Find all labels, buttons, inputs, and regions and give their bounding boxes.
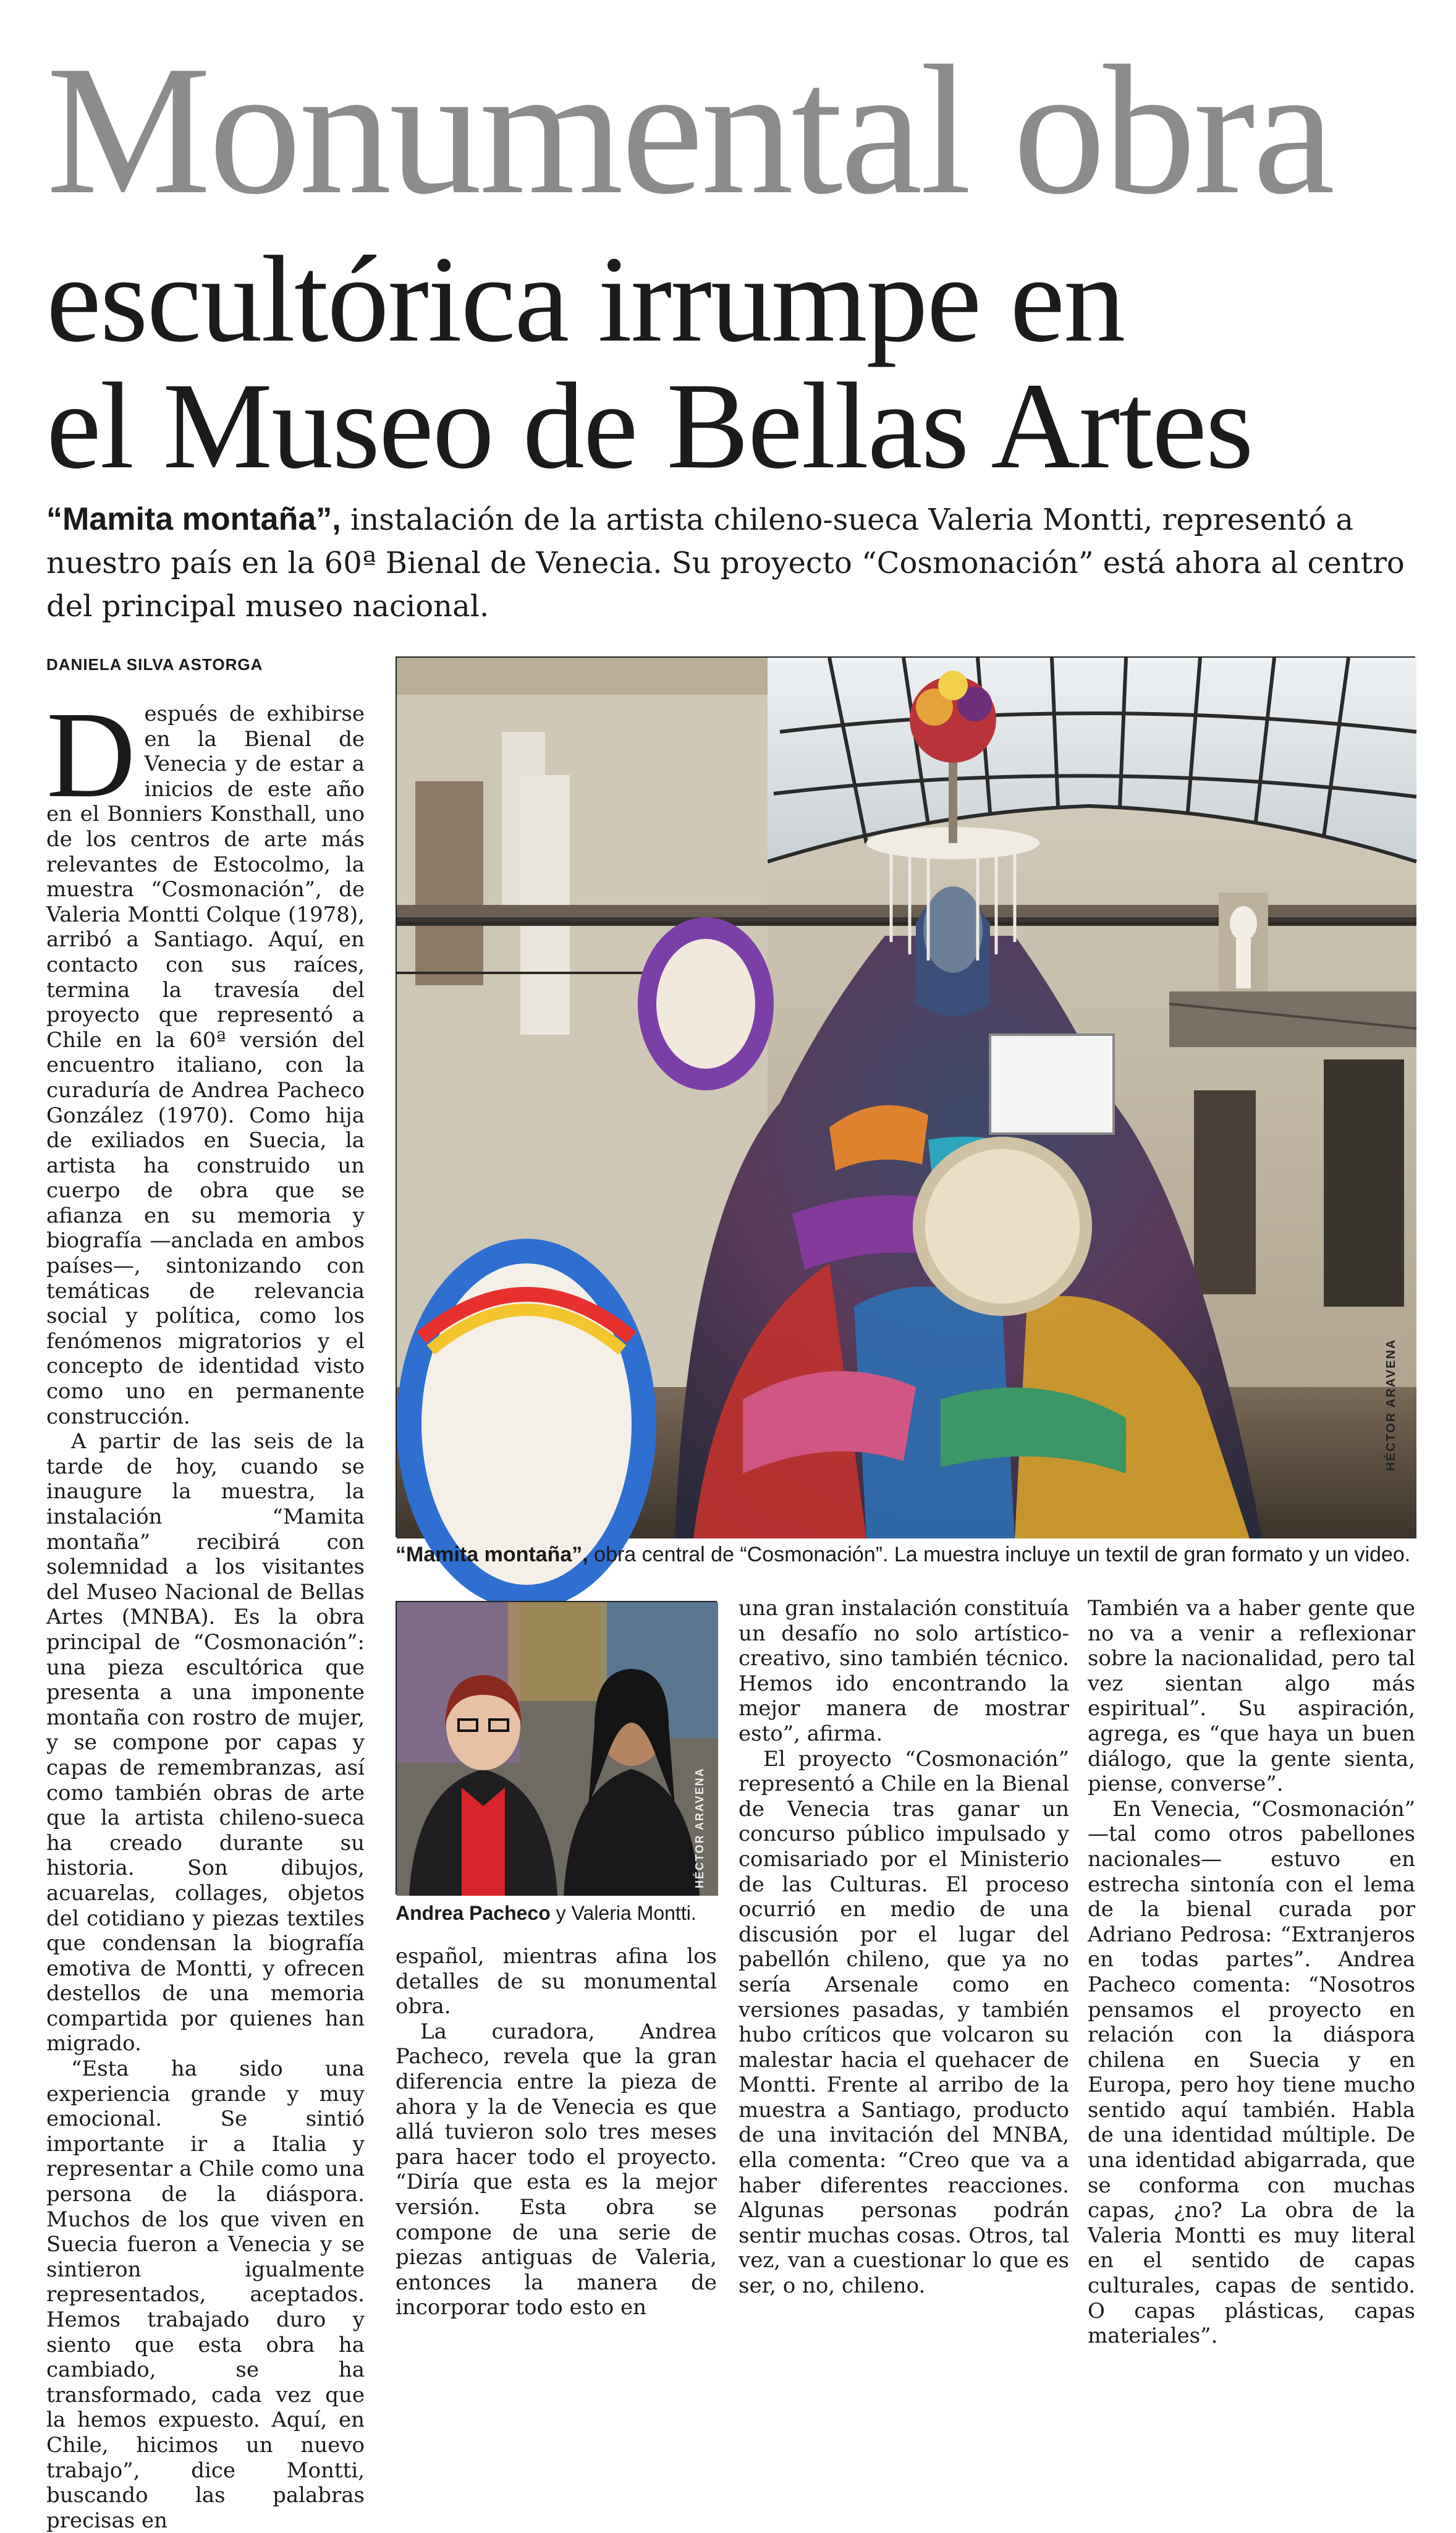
headline-line-1: Monumental obra (46, 27, 1333, 232)
paragraph: También va a haber gente que no va a venir a reflexionar sobre la nacionalidad, pero tal vez sientan algo más espiritual”. Su aspiración, agrega, es “que haya un buen diálogo, que la gente sienta, piense, converse”. (1088, 1596, 1415, 1797)
portrait-illustration (397, 1602, 718, 1896)
main-caption-text: obra central de “Cosmonación”. La muestra incluye un textil de gran formato y un video. (588, 1543, 1411, 1566)
lede (46, 498, 1406, 628)
lede-bold: “Mamita montaña”, (46, 501, 341, 537)
secondary-photo-caption (396, 1901, 729, 1925)
secondary-caption-bold: Andrea Pacheco (396, 1902, 551, 1924)
paragraph: El proyecto “Cosmonación” representó a Chile en la Bienal de Venecia tras ganar un concurso público impulsado y comisariado por el Ministerio de las Culturas. El proceso ocurrió en medio de una discusión por el lugar del pabellón chileno, que ya no sería Arsenale como en versiones pasadas, y también hubo críticos que volcaron su malestar hacia el quehacer de Montti. Frente al arribo de la muestra a Santiago, producto de una invitación del MNBA, ella comenta: “Creo que va a haber diferentes reacciones. Algunas personas podrán sentir muchas cosas. Otros, tal vez, van a cuestionar lo que es ser, o no, chileno. (739, 1746, 1069, 2299)
secondary-caption-text: y Valeria Montti. (550, 1902, 696, 1924)
main-photo (396, 656, 1415, 1537)
body-column-4 (1088, 1596, 1415, 2349)
paragraph: “Esta ha sido una experiencia grande y muy emocional. Se sintió importante ir a Italia y representar a Chile como una persona de la diáspora. Muchos de los que viven en Suecia fueron a Venecia y se sintieron igualmente representados, aceptados. Hemos trabajado duro y siento que esta obra ha cambiado, se ha transformado, cada vez que la hemos expuesto. Aquí, en Chile, hicimos un nuevo trabajo”, dice Montti, buscando las palabras precisas en (46, 2056, 365, 2533)
main-photo-credit: HÉCTOR ARAVENA (1384, 1338, 1398, 1471)
paragraph (46, 687, 365, 1429)
paragraph: español, mientras afina los detalles de su monumental obra. (396, 1944, 717, 2019)
paragraph: En Venecia, “Cosmonación” —tal como otros pabellones nacionales— estuvo en estrecha sintonía con el lema de la bienal curada por Adriano Pedrosa: “Extranjeros en todas partes”. Andrea Pacheco comenta: “Nosotros pensamos el proyecto en relación con la diáspora chilena en Suecia y en Europa, pero hoy tiene mucho sentido aquí también. Habla de una identidad múltiple. De una identidad abigarrada, que se conforma con muchas capas, ¿no? La obra de la Valeria Montti es muy literal en el sentido de capas culturales, capas de sentido. O capas plásticas, capas materiales”. (1088, 1796, 1415, 2349)
secondary-photo-credit: HÉCTOR ARAVENA (693, 1767, 706, 1888)
main-photo-caption (396, 1542, 1446, 1567)
lede-text: instalación de la artista chileno-sueca Valeria Montti, representó a nuestro país en la 60ª Bienal de Venecia. Su proyecto “Cosmonación” está ahora al centro del principal museo nacional. (46, 503, 1405, 624)
drop-cap: D (46, 687, 136, 823)
main-caption-bold: “Mamita montaña”, (396, 1543, 588, 1566)
installation-illustration (397, 658, 1416, 1538)
body-column-2 (396, 1944, 717, 2320)
paragraph: una gran instalación constituía un desafío no solo artístico-creativo, sino también técnico. Hemos ido encontrando la mejor manera de mostrar esto”, afirma. (739, 1596, 1069, 1746)
headline-line-3: el Museo de Bellas Artes (46, 358, 1253, 494)
body-column-1 (46, 687, 365, 2533)
paragraph: A partir de las seis de la tarde de hoy, cuando se inaugure la muestra, la instalación “Mamita montaña” recibirá con solemnidad a los visitantes del Museo Nacional de Bellas Artes (MNBA). Es la obra principal de “Cosmonación”: una pieza escultórica que presenta a una imponente montaña con rostro de mujer, y se compone por capas y capas de remembranzas, así como también obras de arte que la artista chileno-sueca ha creado durante su historia. Son dibujos, acuarelas, collages, objetos del cotidiano y piezas textiles que condensan la biografía emotiva de Montti, y ofrecen destellos de una memoria compartida por quienes han migrado. (46, 1429, 365, 2056)
paragraph: La curadora, Andrea Pacheco, revela que la gran diferencia entre la pieza de ahora y la de Venecia es que allá tuvieron solo tres meses para hacer todo el proyecto. “Diría que esta es la mejor versión. Esta obra se compone de una serie de piezas antiguas de Valeria, entonces la manera de incorporar todo esto en (396, 2019, 717, 2320)
secondary-photo (396, 1601, 717, 1894)
byline: DANIELA SILVA ASTORGA (46, 655, 263, 674)
body-column-3 (739, 1596, 1069, 2313)
headline-line-2: escultórica irrumpe en (46, 231, 1125, 368)
paragraph-text: espués de exhibirse en la Bienal de Venecia y de estar a inicios de este año en el Bonniers Konsthall, uno de los centros de arte más relevantes de Estocolmo, la muestra “Cosmonación”, de Valeria Montti Colque (1978), arribó a Santiago. Aquí, en contacto con sus raíces, termina la travesía del proyecto que representó a Chile en la 60ª versión del encuentro italiano, con la curaduría de Andrea Pacheco González (1970). Como hija de exiliados en Suecia, la artista ha construido un cuerpo de obra que se afianza en su memoria y biografía —anclada en ambos países—, sintonizando con temáticas de relevancia social y política, como los fenómenos migratorios y el concepto de identidad visto como uno en permanente construcción. (46, 702, 365, 1429)
